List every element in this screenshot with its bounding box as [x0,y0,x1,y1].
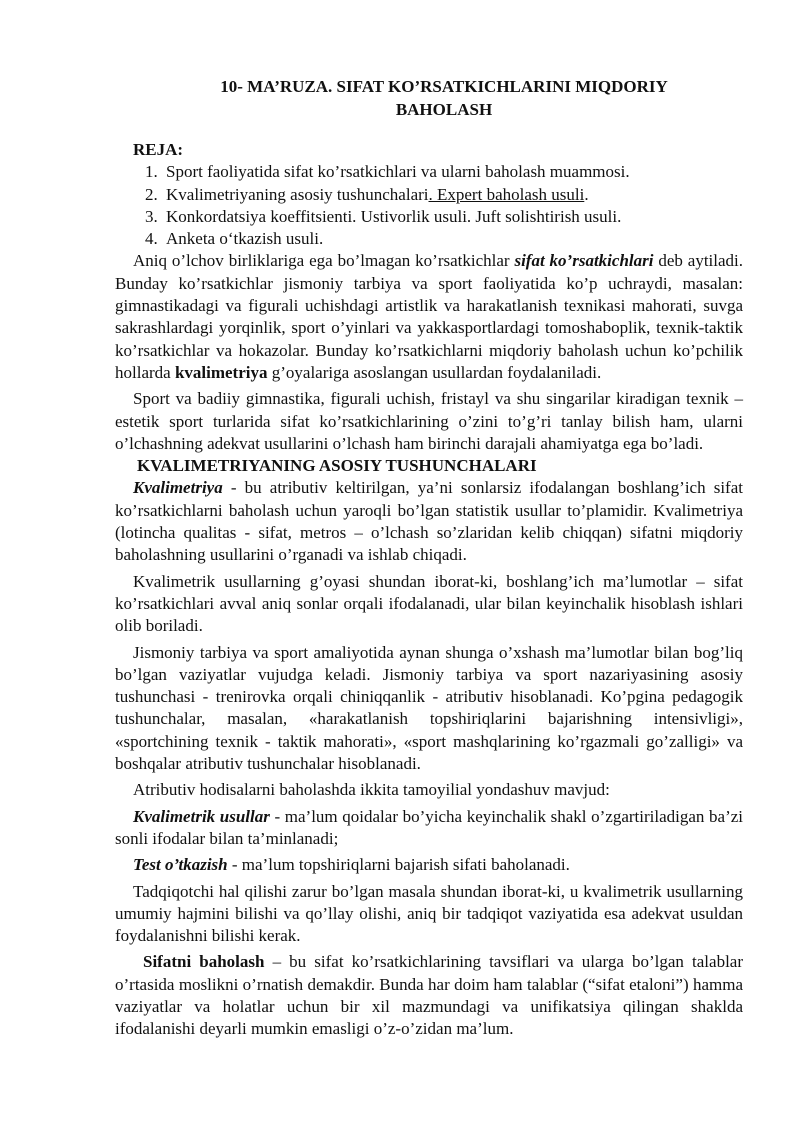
plan-list [115,161,743,250]
term: Test o’tkazish [133,855,228,875]
document-page [115,75,743,1041]
text-run: deb aytiladi. Bunday ko’rsatkichlar jismoniy tarbiya va sport faoliyatida ko’p uchraydi, masalan: gimnastikadagi va figurali uchishdagi artistlik va harakatlanish texnikasi mahorati, suvga sakrashlardagi yorqinlik, sport o’yinlari va yakkasportlardagi tomoshaboplik, texnik-taktik ko’rsatkichlar va hokazolar. Bunday ko’rsatkichlarni miqdoriy baholash uchun ko’pchilik hollarda [115,251,744,382]
text-run: - ma’lum topshiriqlarni bajarish sifati baholanadi. [227,855,570,875]
plan-item: 1. Sport faoliyatida sifat ko’rsatkichlari va ularni baholash muammosi. [162,161,743,183]
term: Sifatni baholash [143,952,265,972]
plan-item-link: . Expert baholash usuli [428,184,585,204]
lecture-title [115,75,743,121]
paragraph [115,951,743,1040]
plan-item [162,184,743,206]
text-run: - bu atributiv keltirilgan, ya’ni sonlarsiz ifodalangan boshlang’ich sifat ko’rsatkichlarni baholash uchun yaroqli bo’lgan statistik usullar to’plamidir. Kvalimetriya (lotincha qualitas - sifat, metros – o’lchash so’zlaridan kelib chiqqan) sifatni miqdoriy baholashning usullarini o’rganadi va ishlab chiqadi. [115,478,743,565]
paragraph: Jismoniy tarbiya va sport amaliyotida aynan shunga o’xshash ma’lumotlar bilan bog’liq bo’lgan vaziyatlar vujudga keladi. Jismoniy tarbiya va sport nazariyasining asosiy tushunchasi - trenirovka orqali chiniqqanlik - atributiv hisoblanadi. Ko’pgina pedagogik tushunchalar, masalan, «harakatlanish topshiriqlarini bajarishning intensivligi», «sportchining texnik - taktik mahorati», «sport mashqlarining ko’rgazmali go’zalligi» va boshqalar atributiv tushunchalar hisoblanadi. [115,642,743,774]
text-run: - ma’lum qoidalar bo’yicha keyinchalik shakl o’zgartiriladigan ba’zi sonli ifodalar bilan ta’minlanadi; [115,806,744,848]
term: Kvalimetrik usullar [133,806,270,826]
paragraph: Atributiv hodisalarni baholashda ikkita tamoyilial yondashuv mavjud: [133,780,610,800]
paragraph: Tadqiqotchi hal qilishi zarur bo’lgan masala shundan iborat-ki, u kvalimetrik usullarning umumiy hajmini bilishi va qo’llay olishi, aniq bir tadqiqot vaziyatida esa adekvat usuldan foydalanishni bilishi kerak. [115,881,743,946]
plan-heading: REJA: [133,140,184,159]
paragraph [115,854,743,876]
paragraph [115,477,743,566]
title-line-1: 10- MA’RUZA. SIFAT KO’RSATKICHLARINI MIQDORIY [220,77,668,96]
paragraph: Sport va badiiy gimnastika, figurali uchish, fristayl va shu singarilar kiradigan texnik – estetik sport turlarida sifat ko’rsatkichlarining o’zini to’g’ri tanlay bilish ham, ularni o’lchashning adekvat usullarini o’lchash ham birinchi darajali ahamiyatga ega bo’ladi. [115,389,743,453]
term: Kvalimetriya [133,478,223,498]
paragraph: Kvalimetrik usullarning g’oyasi shundan iborat-ki, boshlang’ich ma’lumotlar – sifat ko’rsatkichlari avval aniq sonlar orqali ifodalanadi, ular bilan keyinchalik hisoblash ishlari olib boriladi. [115,571,743,636]
term: kvalimetriya [174,362,268,382]
text-run: Aniq o’lchov birliklariga ega bo’lmagan ko’rsatkichlar [133,251,515,271]
title-line-2: BAHOLASH [395,100,493,119]
section-heading: KVALIMETRIYANING ASOSIY TUSHUNCHALARI [137,456,537,476]
plan-item-tail: . [584,184,589,204]
paragraph [115,250,743,384]
text-run: g’oyalariga asoslangan usullardan foydalaniladi. [267,362,602,382]
plan-item: 3. Konkordatsiya koeffitsienti. Ustivorlik usuli. Juft solishtirish usuli. [162,206,743,228]
paragraph [115,806,743,851]
term: sifat ko’rsatkichlari [514,251,654,271]
plan-item: 4. Anketa o‘tkazish usuli. [162,228,743,250]
plan-item-text: Kvalimetriyaning asosiy tushunchalari [166,184,429,204]
text-run: – bu sifat ko’rsatkichlarining tavsiflari va ularga bo’lgan talablar o’rtasida moslikni o’rnatish demakdir. Bunda har doim ham talablar (“sifat etaloni”) hamma vaziyatlar va holatlar uchun bir xil mazmundagi va unifikatsiya qilingan shaklda ifodalanishi deyarli mumkin emasligi o’z-o’zidan ma’lum. [115,952,743,1039]
